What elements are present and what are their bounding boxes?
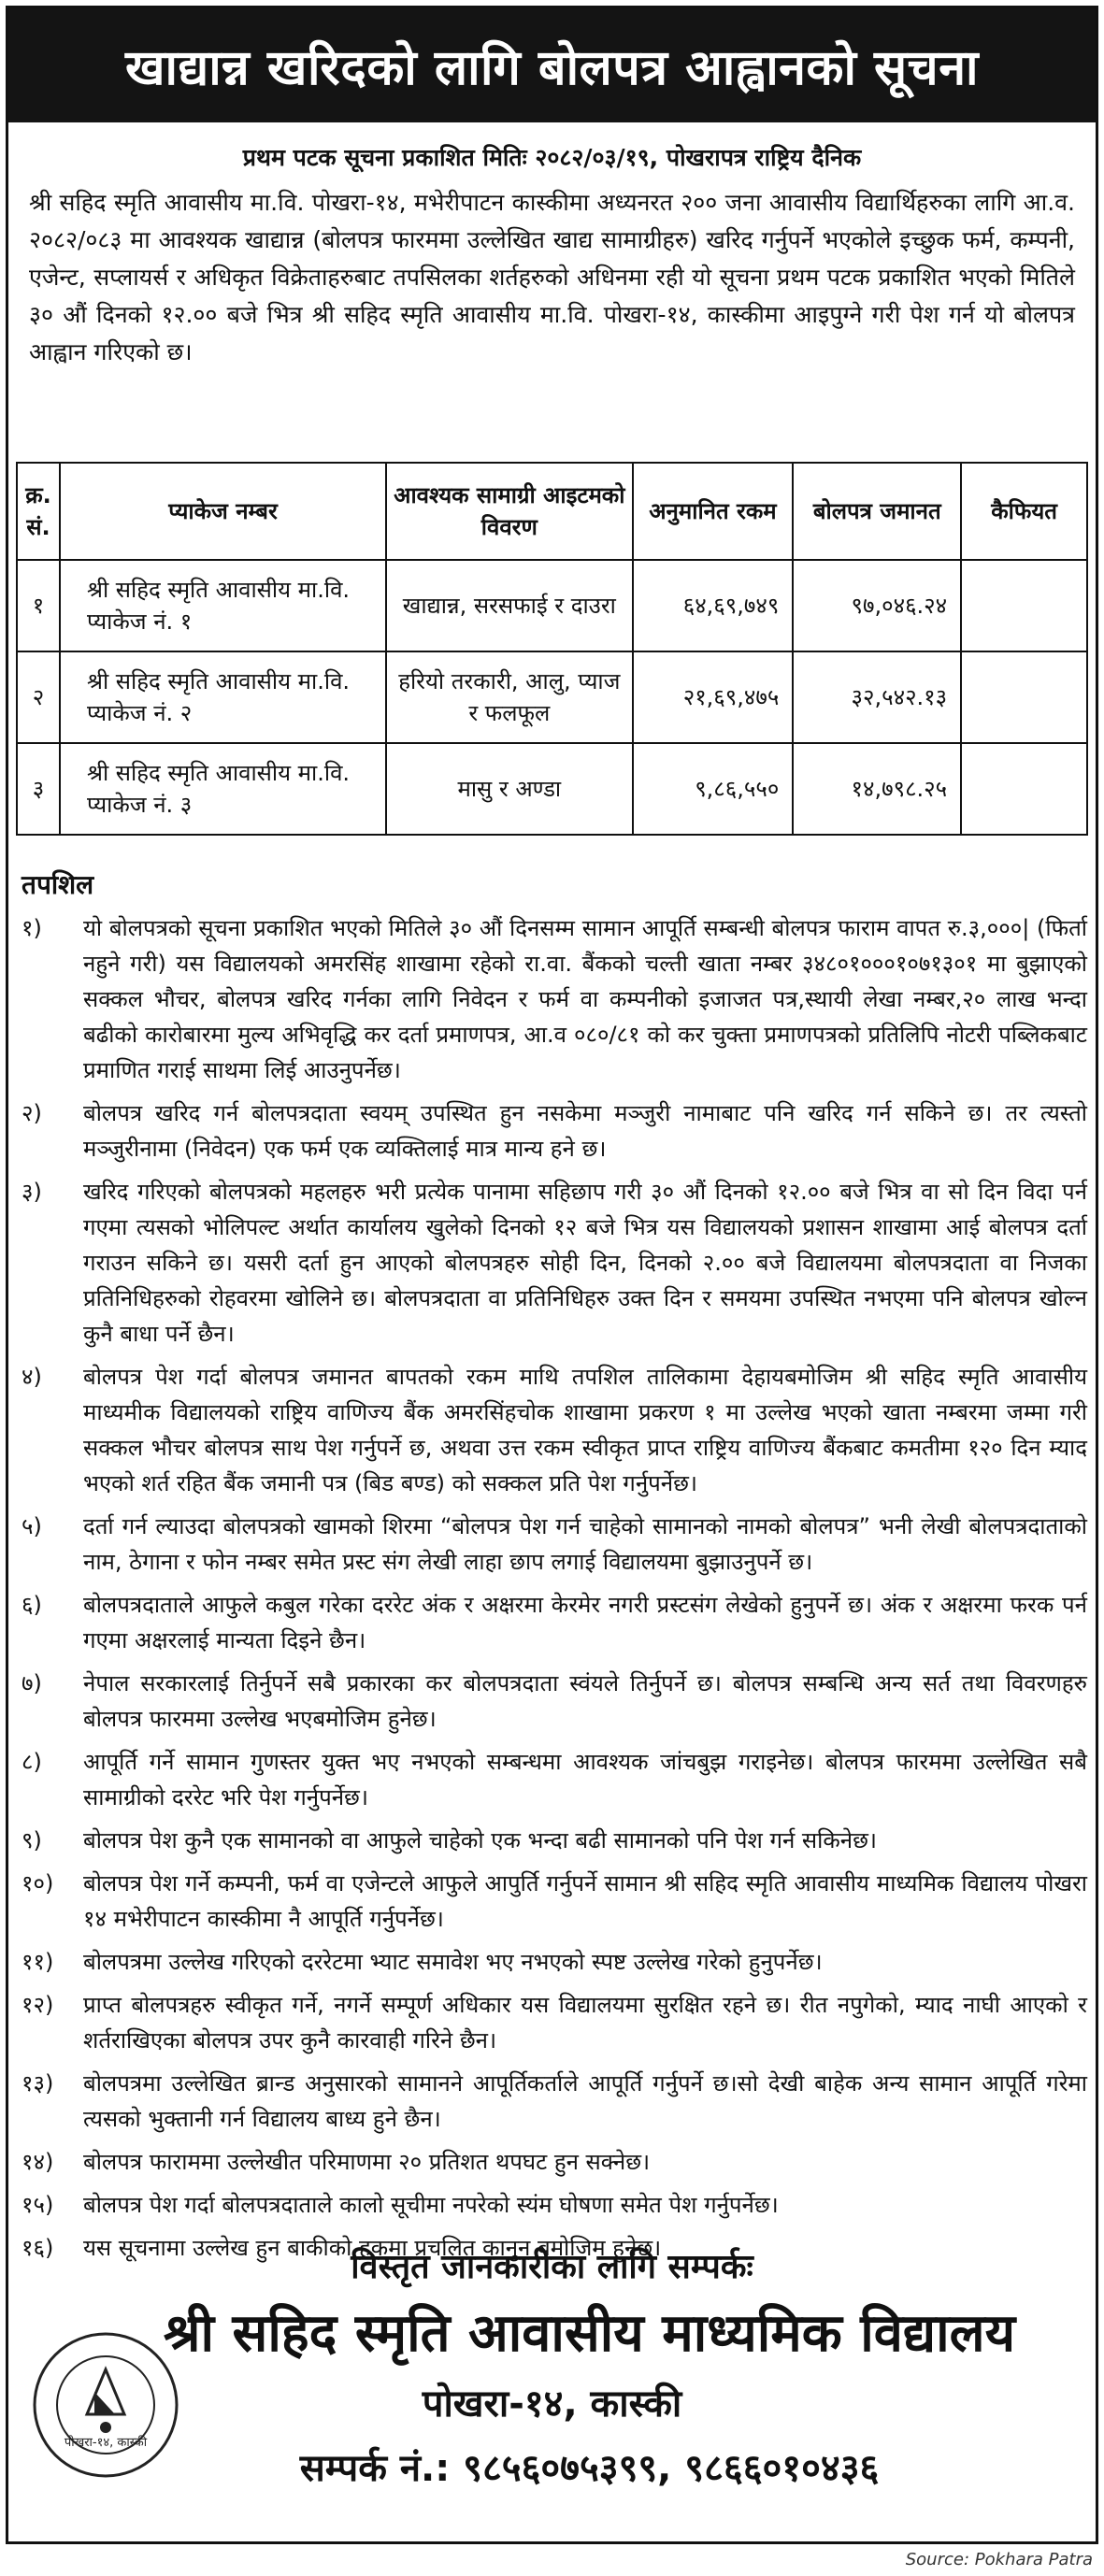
- cell-remarks: [961, 560, 1087, 651]
- list-item: [22, 1359, 1087, 1501]
- condition-text: खरिद गरिएको बोलपत्रको महलहरु भरी प्रत्येक पानामा सहिछाप गरी ३० औं दिनको १२.०० बजे भित्र वा सो दिन विदा पर्न गएमा त्यसको भोलिपल्ट अर्थात कार्यालय खुलेको दिनको १२ बजे भित्र यस विद्यालयको प्रशासन शाखामा आई बोलपत्र दर्ता गराउन सकिने छ। यसरी दर्ता हुन आएको बोलपत्रहरु सोही दिन, दिनको २.०० बजे विद्यालयमा बोलपत्रदाता वा निजका प्रतिनिधिहरुको रोहवरमा खोलिने छ। बोलपत्रदाता वा प्रतिनिधिहरु उक्त दिन र समयमा उपस्थित नभएमा पनि बोलपत्र खोल्न कुनै बाधा पर्ने छैन।: [83, 1179, 1087, 1347]
- table-row: [17, 560, 1087, 651]
- condition-text: बोलपत्र खरिद गर्न बोलपत्रदाता स्वयम् उपस्थित हुन नसकेमा मञ्जुरी नामाबाट पनि खरिद गर्न सकिने छ। तर त्यस्तो मञ्जुरीनामा (निवेदन) एक फर्म एक व्यक्तिलाई मात्र मान्य हने छ।: [83, 1100, 1087, 1162]
- conditions-title: तपशिल: [22, 869, 94, 900]
- header-security: बोलपत्र जमानत: [793, 463, 961, 560]
- cell-items: हरियो तरकारी, आलु, प्याज र फलफूल: [386, 651, 632, 743]
- condition-text: दर्ता गर्न ल्याउदा बोलपत्रको खामको शिरमा “बोलपत्र पेश गर्न चाहेको सामानको नामको बोलपत्र” भनी लेखी बोलपत्रदाताको नाम, ठेगाना र फोन नम्बर समेत प्रस्ट संग लेखी लाहा छाप लगाई विद्यालयमा बुझाउनुपर्ने छ।: [83, 1513, 1087, 1575]
- contact-section: [8, 2235, 1096, 2543]
- condition-number: १०): [22, 1870, 54, 1896]
- condition-text: यो बोलपत्रको सूचना प्रकाशित भएको मितिले ३० औं दिनसम्म सामान आपूर्ति सम्बन्धी बोलपत्र फाराम वापत रु.३,०००| (फिर्ता नहुने गरी) यस विद्यालयको अमरसिंह शाखामा रहेको रा.वा. बैंकको चल्ती खाता नम्बर ३४८०१०००१०७१३०१ मा बुझाएको सक्कल भौचर, बोलपत्र खरिद गर्नका लागि निवेदन र फर्म वा कम्पनीको इजाजत पत्र,स्थायी लेखा नम्बर,२० लाख भन्दा बढीको कारोबारमा मुल्य अभिवृद्धि कर दर्ता प्रमाणपत्र, आ.व ०८०/८१ को कर चुक्ता प्रमाणपत्रको प्रतिलिपि नोटरी पब्लिकबाट प्रमाणित गराई साथमा लिई आउनुपर्नेछ।: [83, 915, 1087, 1083]
- list-item: [22, 1174, 1087, 1352]
- list-item: [22, 1509, 1087, 1580]
- cell-package: श्री सहिद स्मृति आवासीय मा.वि. प्याकेज नं. १: [60, 560, 386, 651]
- condition-number: १३): [22, 2070, 54, 2097]
- condition-text: नेपाल सरकारलाई तिर्नुपर्ने सबै प्रकारका कर बोलपत्रदाता स्वंयले तिर्नुपर्ने छ। बोलपत्र सम्बन्धि अन्य सर्त तथा विवरणहरु बोलपत्र फारममा उल्लेख भएबमोजिम हुनेछ।: [83, 1670, 1087, 1732]
- list-item: [22, 1095, 1087, 1166]
- condition-text: बोलपत्र फाराममा उल्लेखीत परिमाणमा २० प्रतिशत थपघट हुन सक्नेछ।: [83, 2149, 651, 2175]
- condition-text: आपूर्ति गर्ने सामान गुणस्तर युक्त भए नभएको सम्बन्धमा आवश्यक जांचबुझ गराइनेछ। बोलपत्र फारममा उल्लेखित सबै सामाग्रीको दररेट भरि पेश गर्नुपर्नेछ।: [83, 1749, 1087, 1810]
- cell-items: खाद्यान्न, सरसफाई र दाउरा: [386, 560, 632, 651]
- list-item: [22, 1944, 1087, 1980]
- condition-number: ९): [22, 1827, 42, 1853]
- condition-number: १५): [22, 2192, 54, 2218]
- condition-number: ४): [22, 1364, 42, 1390]
- table-row: [17, 651, 1087, 743]
- list-item: [22, 1987, 1087, 2058]
- condition-number: ३): [22, 1179, 42, 1205]
- condition-text: बोलपत्र पेश कुनै एक सामानको वा आफुले चाहेको एक भन्दा बढी सामानको पनि पेश गर्न सकिनेछ।: [83, 1827, 878, 1853]
- condition-text: यस सूचनामा उल्लेख हुन बाकीको हकमा प्रचलित कानुन बमोजिम हुनेछ।: [83, 2235, 662, 2261]
- list-item: [22, 2187, 1087, 2223]
- condition-number: १६): [22, 2235, 54, 2261]
- cell-sn: १: [17, 560, 60, 651]
- cell-remarks: [961, 743, 1087, 835]
- condition-number: १४): [22, 2149, 54, 2175]
- header-remarks: कैफियत: [961, 463, 1087, 560]
- list-item: [22, 2144, 1087, 2180]
- condition-text: बोलपत्रदाताले आफुले कबुल गरेका दररेट अंक र अक्षरमा केरमेर नगरी प्रस्टसंग लेखेको हुनुपर्ने छ। अंक र अक्षरमा फरक पर्न गएमा अक्षरलाई मान्यता दिइने छैन।: [83, 1592, 1087, 1653]
- header-package: प्याकेज नम्बर: [60, 463, 386, 560]
- condition-text: बोलपत्र पेश गर्ने कम्पनी, फर्म वा एजेन्टले आफुले आपुर्ति गर्नुपर्ने सामान श्री सहिद स्मृति आवासीय माध्यमिक विद्यालय पोखरा १४ मभेरीपाटन कास्कीमा नै आपूर्ति गर्नुपर्नेछ।: [83, 1870, 1087, 1932]
- condition-number: २): [22, 1100, 42, 1126]
- cell-remarks: [961, 651, 1087, 743]
- cell-package: श्री सहिद स्मृति आवासीय मा.वि. प्याकेज नं. ३: [60, 743, 386, 835]
- condition-text: बोलपत्र पेश गर्दा बोलपत्र जमानत बापतको रकम माथि तपशिल तालिकामा देहायबमोजिम श्री सहिद स्मृति आवासीय माध्यमीक विद्यालयको राष्ट्रिय वाणिज्य बैंक अमरसिंहचोक शाखामा प्रकरण १ मा उल्लेख भएको खाता नम्बरमा जम्मा गरी सक्कल भौचर बोलपत्र साथ पेश गर्नुपर्ने छ, अथवा उत्त रकम स्वीकृत प्राप्त राष्ट्रिय वाणिज्य बैंकबाट कमतीमा १२० दिन म्याद भएको शर्त रहित बैंक जमानी पत्र (बिड बण्ड) को सक्कल प्रति पेश गर्नुपर्नेछ।: [83, 1364, 1087, 1496]
- condition-text: बोलपत्रमा उल्लेख गरिएको दररेटमा भ्याट समावेश भए नभएको स्पष्ट उल्लेख गरेको हुनुपर्नेछ।: [83, 1949, 823, 1975]
- cell-sn: ३: [17, 743, 60, 835]
- condition-number: ८): [22, 1749, 42, 1775]
- condition-text: प्राप्त बोलपत्रहरु स्वीकृत गर्ने, नगर्ने सम्पूर्ण अधिकार यस विद्यालयमा सुरक्षित रहने छ। रीत नपुगेको, म्याद नाघी आएको र शर्तराखिएका बोलपत्र उपर कुनै कारवाही गरिने छैन।: [83, 1992, 1087, 2054]
- condition-number: ७): [22, 1670, 42, 1696]
- cell-security: १४,७९८.२५: [793, 743, 961, 835]
- first-publication-line: प्रथम पटक सूचना प्रकाशित मितिः २०८२/०३/१९, पोखरापत्र राष्ट्रिय दैनिक: [242, 144, 862, 171]
- cell-security: ३२,५४२.१३: [793, 651, 961, 743]
- school-seal-icon: [29, 2328, 182, 2482]
- table-header-row: [17, 463, 1087, 560]
- tender-notice: [6, 6, 1098, 2544]
- title-bar: [8, 8, 1096, 122]
- list-item: [22, 2066, 1087, 2137]
- cell-items: मासु र अण्डा: [386, 743, 632, 835]
- list-item: [22, 1587, 1087, 1658]
- condition-number: १): [22, 915, 42, 941]
- list-item: [22, 1744, 1087, 1815]
- condition-text: बोलपत्रमा उल्लेखित ब्रान्ड अनुसारको सामानने आपूर्तिकर्ताले आपूर्ति गर्नुपर्ने छ।सो देखी बाहेक अन्य सामान आपूर्ति गरेमा त्यसको भुक्तानी गर्न विद्यालय बाध्य हुने छैन।: [83, 2070, 1087, 2132]
- table-row: [17, 743, 1087, 835]
- list-item: [22, 1823, 1087, 1858]
- cell-package: श्री सहिद स्मृति आवासीय मा.वि. प्याकेज नं. २: [60, 651, 386, 743]
- condition-number: ५): [22, 1513, 42, 1539]
- list-item: [22, 910, 1087, 1088]
- condition-number: १२): [22, 1992, 54, 2018]
- school-name: श्री सहिद स्मृति आवासीय माध्यमिक विद्यालय: [163, 2303, 1016, 2364]
- contact-heading: विस्तृत जानकारीका लागि सम्पर्कः: [351, 2248, 753, 2286]
- list-item: [22, 1666, 1087, 1737]
- header-sn: क्र. सं.: [17, 463, 60, 560]
- condition-number: ६): [22, 1592, 42, 1618]
- contact-phone: सम्पर्क नं.: ९८५६०७५३९९, ९८६६०१०४३६: [299, 2447, 880, 2490]
- cell-sn: २: [17, 651, 60, 743]
- intro-paragraph: श्री सहिद स्मृति आवासीय मा.वि. पोखरा-१४, मभेरीपाटन कास्कीमा अध्यनरत २०० जना आवासीय विद्यार्थिहरुका लागि आ.व. २०८२/०८३ मा आवश्यक खाद्यान्न (बोलपत्र फारममा उल्लेखित खाद्य सामाग्रीहरु) खरिद गर्नुपर्ने भएकोले इच्छुक फर्म, कम्पनी, एजेन्ट, सप्लायर्स र अधिकृत विक्रेताहरुबाट तपसिलका शर्तहरुको अधिनमा रही यो सूचना प्रथम पटक प्रकाशित भएको मितिले ३० औं दिनको १२.०० बजे भित्र श्री सहिद स्मृति आवासीय मा.वि. पोखरा-१४, कास्कीमा आइपुग्ने गरी पेश गर्न यो बोलपत्र आह्वान गरिएको छ।: [29, 189, 1075, 365]
- cell-estimate: ६४,६९,७४९: [633, 560, 794, 651]
- notice-title: खाद्यान्न खरिदको लागि बोलपत्र आह्वानको सूचना: [124, 39, 980, 96]
- condition-text: बोलपत्र पेश गर्दा बोलपत्रदाताले कालो सूचीमा नपरेको स्यंम घोषणा समेत पेश गर्नुपर्नेछ।: [83, 2192, 779, 2218]
- source-credit: Source: Pokhara Patra: [905, 2550, 1093, 2569]
- package-table: [16, 462, 1088, 836]
- cell-estimate: २१,६९,४७५: [633, 651, 794, 743]
- list-item: [22, 1866, 1087, 1937]
- cell-security: ९७,०४६.२४: [793, 560, 961, 651]
- school-location: पोखरा-१४, कास्की: [422, 2383, 682, 2426]
- header-items: आवश्यक सामाग्री आइटमको विवरण: [386, 463, 632, 560]
- seal-text: पोखरा-१४, कास्की: [64, 2436, 148, 2450]
- conditions-list: [22, 910, 1087, 2273]
- condition-number: ११): [22, 1949, 54, 1975]
- header-estimate: अनुमानित रकम: [633, 463, 794, 560]
- cell-estimate: ९,८६,५५०: [633, 743, 794, 835]
